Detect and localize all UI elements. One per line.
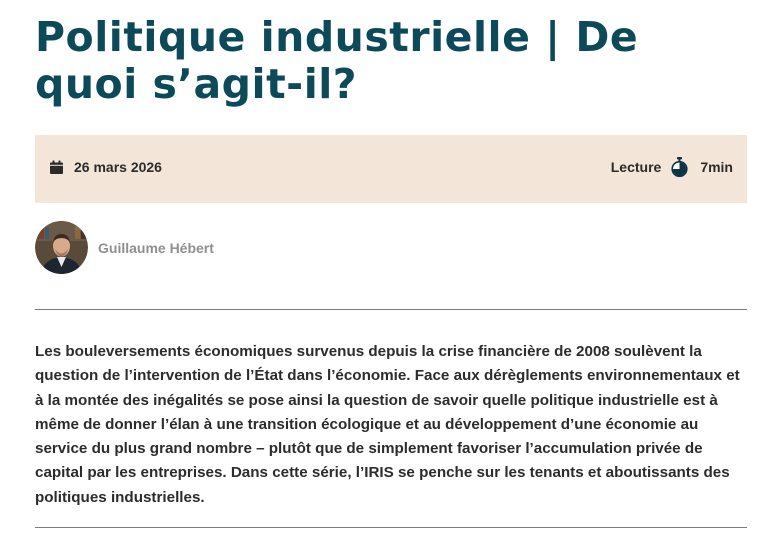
- author-name[interactable]: Guillaume Hébert: [98, 239, 214, 256]
- page-title: Politique industrielle | De quoi s’agit-il?: [35, 13, 639, 108]
- reading-time: [611, 157, 733, 177]
- article-date: [49, 159, 162, 175]
- article-meta-bar: [35, 135, 747, 203]
- calendar-icon: [49, 160, 64, 175]
- divider: [35, 527, 747, 528]
- stopwatch-icon: [671, 157, 688, 177]
- article-intro: Les bouleversements économiques survenus depuis la crise financière de 2008 soulèvent la question de l’intervention de l’État dans l’économie. Face aux dérèglements environnementaux et à la montée des inégalités se pose ainsi la question de savoir quelle politique industrielle est à même de donner l’élan à une transition écologique et au développement d’une économie au service du plus grand nombre – plutôt que de simplement favoriser l’accumulation privée de capital par les entreprises. Dans cette série, l’IRIS se penche sur les tenants et aboutissants des politiques industrielles.: [35, 343, 740, 506]
- reading-time-value: 7min: [700, 159, 733, 175]
- date-text: 26 mars 2026: [74, 159, 162, 175]
- reading-label: Lecture: [610, 159, 662, 175]
- divider: [35, 309, 747, 310]
- avatar[interactable]: [35, 221, 88, 274]
- author-byline: [35, 221, 214, 274]
